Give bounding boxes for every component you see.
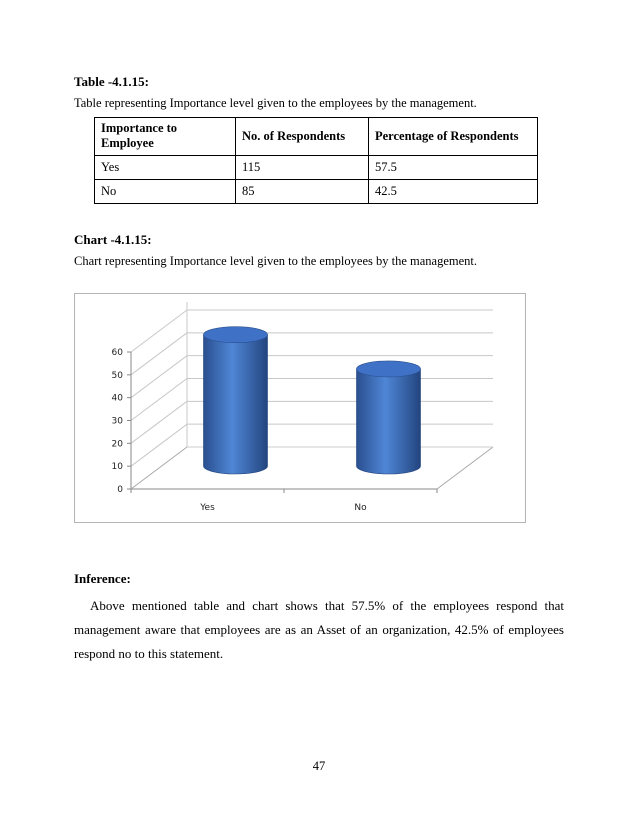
gridline-side bbox=[131, 310, 187, 352]
table-caption: Table representing Importance level given to the employees by the management. bbox=[74, 96, 477, 110]
y-tick-label: 60 bbox=[111, 348, 123, 358]
y-tick-label: 10 bbox=[111, 462, 123, 473]
cell-importance: Yes bbox=[95, 156, 236, 180]
header-importance: Importance to Employee bbox=[95, 118, 236, 156]
table-row bbox=[95, 156, 538, 180]
bar-top-no bbox=[357, 361, 421, 377]
y-tick-label: 30 bbox=[111, 416, 123, 427]
inference-heading: Inference: bbox=[74, 571, 131, 586]
cell-importance: No bbox=[95, 180, 236, 204]
bar-top-yes bbox=[204, 327, 268, 343]
header-percentage: Percentage of Respondents bbox=[369, 118, 538, 156]
cell-respondents: 85 bbox=[236, 180, 369, 204]
x-tick-label: No bbox=[354, 503, 367, 513]
x-tick-label: Yes bbox=[200, 503, 215, 513]
gridline-side bbox=[131, 424, 187, 466]
table-header-row bbox=[95, 118, 538, 156]
gridline-side bbox=[131, 379, 187, 421]
cell-percentage: 42.5 bbox=[369, 180, 538, 204]
chart-caption: Chart representing Importance level given to the employees by the management. bbox=[74, 254, 477, 268]
floor-edge bbox=[437, 447, 493, 489]
inference-text: Above mentioned table and chart shows that 57.5% of the employees respond that management aware that employees are as an Asset of an organization, 42.5% of employees respond no to this statement. bbox=[74, 598, 564, 661]
page-number: 47 bbox=[312, 759, 326, 773]
respondents-table bbox=[94, 117, 538, 204]
gridline-side bbox=[131, 356, 187, 398]
cell-respondents: 115 bbox=[236, 156, 369, 180]
bar-yes bbox=[204, 335, 268, 474]
table-heading: Table -4.1.15: bbox=[74, 74, 149, 89]
y-tick-label: 20 bbox=[111, 439, 123, 450]
table-row bbox=[95, 180, 538, 204]
floor-edge bbox=[131, 447, 187, 489]
chart-heading: Chart -4.1.15: bbox=[74, 232, 152, 247]
y-tick-label: 50 bbox=[111, 370, 123, 381]
gridline-side bbox=[131, 401, 187, 443]
bar-no bbox=[357, 369, 421, 474]
chart-frame bbox=[74, 293, 526, 523]
cell-percentage: 57.5 bbox=[369, 156, 538, 180]
header-respondents: No. of Respondents bbox=[236, 118, 369, 156]
bar-chart bbox=[75, 294, 525, 522]
gridline-side bbox=[131, 333, 187, 375]
y-tick-label: 40 bbox=[111, 393, 123, 404]
y-tick-label: 0 bbox=[117, 485, 123, 495]
